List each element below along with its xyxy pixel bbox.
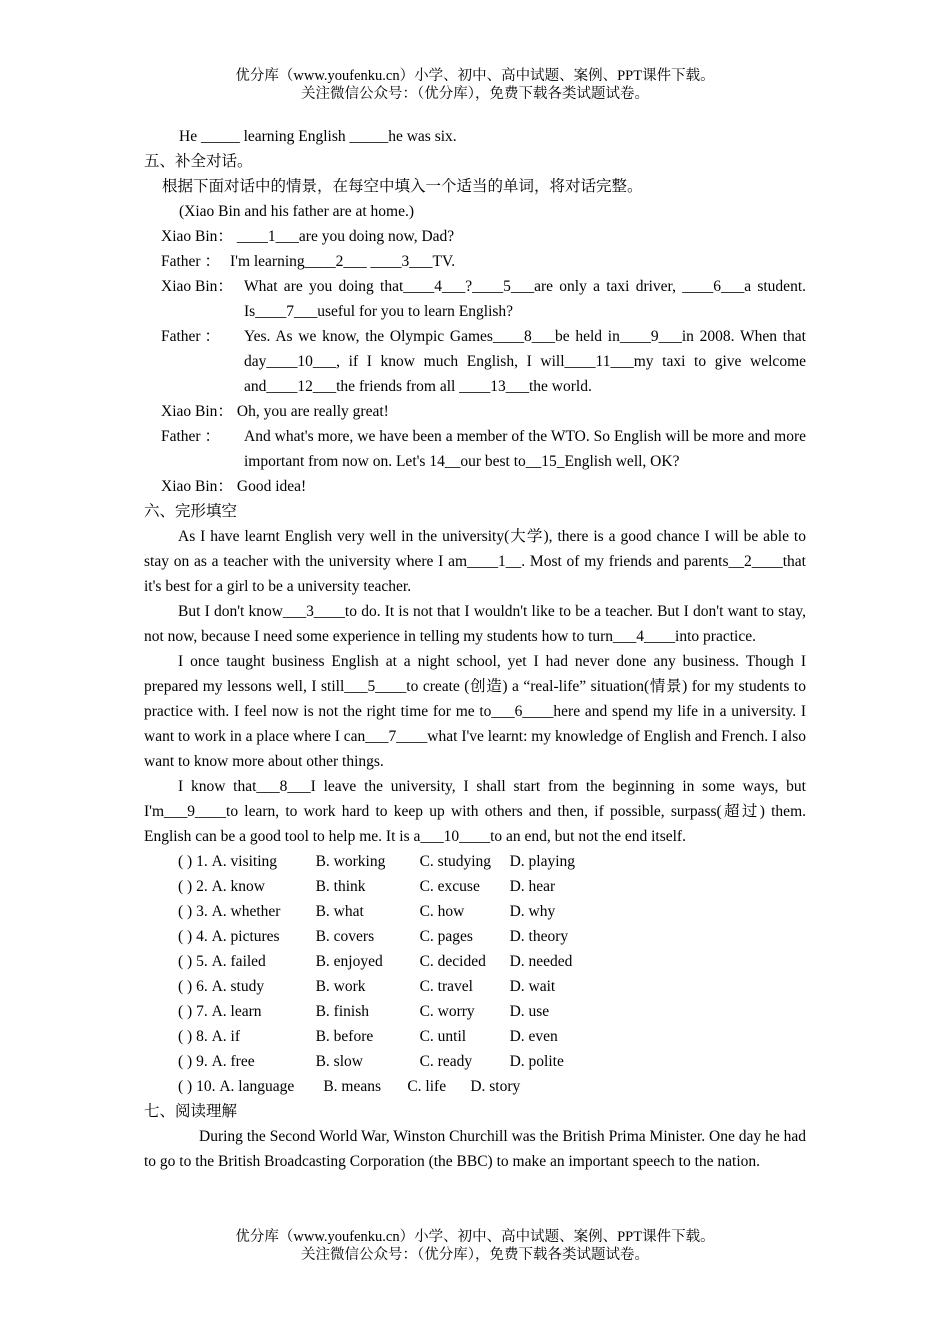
option-c: C. pages xyxy=(419,928,473,945)
option-d: D. theory xyxy=(509,928,569,945)
dialogue-speaker: Father ： xyxy=(161,428,220,445)
option-c: C. decided xyxy=(419,953,486,970)
section-7 xyxy=(144,1099,806,1174)
question-row xyxy=(144,1049,806,1074)
section-5-instruction: 根据下面对话中的情景，在每空中填入一个适当的单词，将对话完整。 xyxy=(162,178,643,195)
option-c: C. until xyxy=(419,1028,467,1045)
dialogue-text: I'm learning____2___ ____3___TV. xyxy=(229,253,456,270)
option-a: A. if xyxy=(211,1028,240,1045)
question-number: ( ) 10. xyxy=(178,1078,216,1095)
option-c: C. ready xyxy=(419,1053,473,1070)
footer-line-1: 优分库（www.youfenku.cn）小学、初中、高中试题、案例、PPT课件下载。 xyxy=(235,1229,715,1245)
dialogue-speaker: Father ： xyxy=(161,328,220,345)
dialogue-speaker: Father ： xyxy=(161,253,220,270)
option-b: B. covers xyxy=(315,928,375,945)
section-5-title: 五、补全对话。 xyxy=(144,153,253,170)
option-a: A. learn xyxy=(211,1003,262,1020)
option-a: A. failed xyxy=(211,953,266,970)
question-row xyxy=(144,849,806,874)
option-b: B. means xyxy=(323,1078,382,1095)
question-row xyxy=(144,999,806,1024)
option-d: D. story xyxy=(470,1078,521,1095)
dialogue-text: Good idea! xyxy=(236,478,307,495)
option-b: B. enjoyed xyxy=(315,953,383,970)
footer-line-2: 关注微信公众号：（优分库），免费下载各类试题试卷。 xyxy=(301,1247,649,1263)
option-b: B. what xyxy=(315,903,364,920)
option-c: C. studying xyxy=(419,853,492,870)
header-line-2: 关注微信公众号：（优分库），免费下载各类试题试卷。 xyxy=(301,86,649,102)
dialogue-text: Oh, you are really great! xyxy=(236,403,389,420)
option-d: D. polite xyxy=(509,1053,564,1070)
option-a: A. whether xyxy=(211,903,281,920)
dialogue-speaker: Xiao Bin： xyxy=(161,228,233,245)
dialogue-text: And what's more, we have been a member of the WTO. So English will be more and more important from now on. Let's 14__our best to__15_English well, OK? xyxy=(244,428,806,470)
header-line-1: 优分库（www.youfenku.cn）小学、初中、高中试题、案例、PPT课件下载。 xyxy=(235,68,715,84)
dialogue-speaker: Xiao Bin： xyxy=(161,478,233,495)
section-6 xyxy=(144,499,806,1099)
dialogue-line xyxy=(144,424,806,474)
question-row xyxy=(144,974,806,999)
reading-paragraph: During the Second World War, Winston Churchill was the British Prima Minister. One day he had to go to the British Broadcasting Corporation (the BBC) to make an important speech to the nation. xyxy=(144,1128,806,1170)
dialogue-line xyxy=(144,224,806,249)
question-number: ( ) 3. xyxy=(178,903,208,920)
option-c: C. how xyxy=(419,903,465,920)
section-6-title: 六、完形填空 xyxy=(144,503,238,520)
option-b: B. working xyxy=(315,853,386,870)
option-b: B. before xyxy=(315,1028,374,1045)
section-7-title: 七、阅读理解 xyxy=(144,1103,238,1120)
dialogue-text: ____1___are you doing now, Dad? xyxy=(236,228,455,245)
option-c: C. travel xyxy=(419,978,473,995)
dialogue-line xyxy=(144,274,806,324)
fill-in-sentence: He _____ learning English _____he was six. xyxy=(179,128,457,145)
option-d: D. wait xyxy=(509,978,556,995)
page-header xyxy=(0,67,950,103)
dialogue-text: Yes. As we know, the Olympic Games____8___be held in____9___in 2008. When that day____10___, if I know much English, I will____11___my taxi to give welcome and____12___the friends from all ____13___the world. xyxy=(244,328,806,395)
cloze-paragraph: But I don't know___3____to do. It is not that I wouldn't like to be a teacher. But I don't want to stay, not now, because I need some experience in telling my students how to turn___4____into practice. xyxy=(144,603,806,645)
dialogue-line xyxy=(144,399,806,424)
option-d: D. hear xyxy=(509,878,556,895)
question-row xyxy=(144,949,806,974)
cloze-paragraph: As I have learnt English very well in the university(大学), there is a good chance I will be able to stay on as a teacher with the university where I am____1__. Most of my friends and parents__2____that it's best for a girl to be a university teacher. xyxy=(144,528,806,595)
question-number: ( ) 5. xyxy=(178,953,208,970)
dialogue-line xyxy=(144,324,806,399)
option-c: C. worry xyxy=(419,1003,475,1020)
question-row xyxy=(144,1074,806,1099)
question-number: ( ) 9. xyxy=(178,1053,208,1070)
dialogue-text: What are you doing that____4___?____5___are only a taxi driver, ____6___a student. Is____7___useful for you to learn English? xyxy=(244,278,806,320)
dialogue-line xyxy=(144,249,806,274)
option-a: A. language xyxy=(219,1078,295,1095)
option-a: A. study xyxy=(211,978,265,995)
option-d: D. why xyxy=(509,903,556,920)
question-number: ( ) 4. xyxy=(178,928,208,945)
option-d: D. needed xyxy=(509,953,573,970)
dialogue-speaker: Xiao Bin： xyxy=(161,278,233,295)
question-number: ( ) 7. xyxy=(178,1003,208,1020)
section-5 xyxy=(144,149,806,499)
document-body xyxy=(144,124,806,1174)
cloze-paragraph: I once taught business English at a night school, yet I had never done any business. Though I prepared my lessons well, I still___5____to create (创造) a “real-life” situation(情景) for my students to practice with. I feel now is not the right time for me to___6____here and spend my life in a university. I want to work in a place where I can___7____what I've learnt: my knowledge of English and French. I also want to know more about other things. xyxy=(144,653,806,770)
section-5-setting: (Xiao Bin and his father are at home.) xyxy=(179,203,414,220)
option-b: B. finish xyxy=(315,1003,369,1020)
dialogue-speaker: Xiao Bin： xyxy=(161,403,233,420)
option-a: A. know xyxy=(211,878,265,895)
dialogue-line xyxy=(144,474,806,499)
option-a: A. free xyxy=(211,1053,255,1070)
question-row xyxy=(144,924,806,949)
option-b: B. slow xyxy=(315,1053,363,1070)
question-row xyxy=(144,899,806,924)
question-row xyxy=(144,1024,806,1049)
option-b: B. work xyxy=(315,978,366,995)
option-c: C. excuse xyxy=(419,878,480,895)
question-number: ( ) 1. xyxy=(178,853,208,870)
page-footer xyxy=(0,1228,950,1264)
question-row xyxy=(144,874,806,899)
option-d: D. playing xyxy=(509,853,576,870)
option-d: D. even xyxy=(509,1028,558,1045)
cloze-paragraph: I know that___8___I leave the university, I shall start from the beginning in some ways, but I'm___9____to learn, to work hard to keep up with others and then, if possible, surpass(超过) them. English can be a good tool to help me. It is a___10____to an end, but not the end itself. xyxy=(144,778,806,845)
question-number: ( ) 6. xyxy=(178,978,208,995)
question-number: ( ) 2. xyxy=(178,878,208,895)
option-a: A. visiting xyxy=(211,853,278,870)
option-d: D. use xyxy=(509,1003,550,1020)
question-number: ( ) 8. xyxy=(178,1028,208,1045)
option-c: C. life xyxy=(407,1078,447,1095)
option-a: A. pictures xyxy=(211,928,280,945)
option-b: B. think xyxy=(315,878,366,895)
